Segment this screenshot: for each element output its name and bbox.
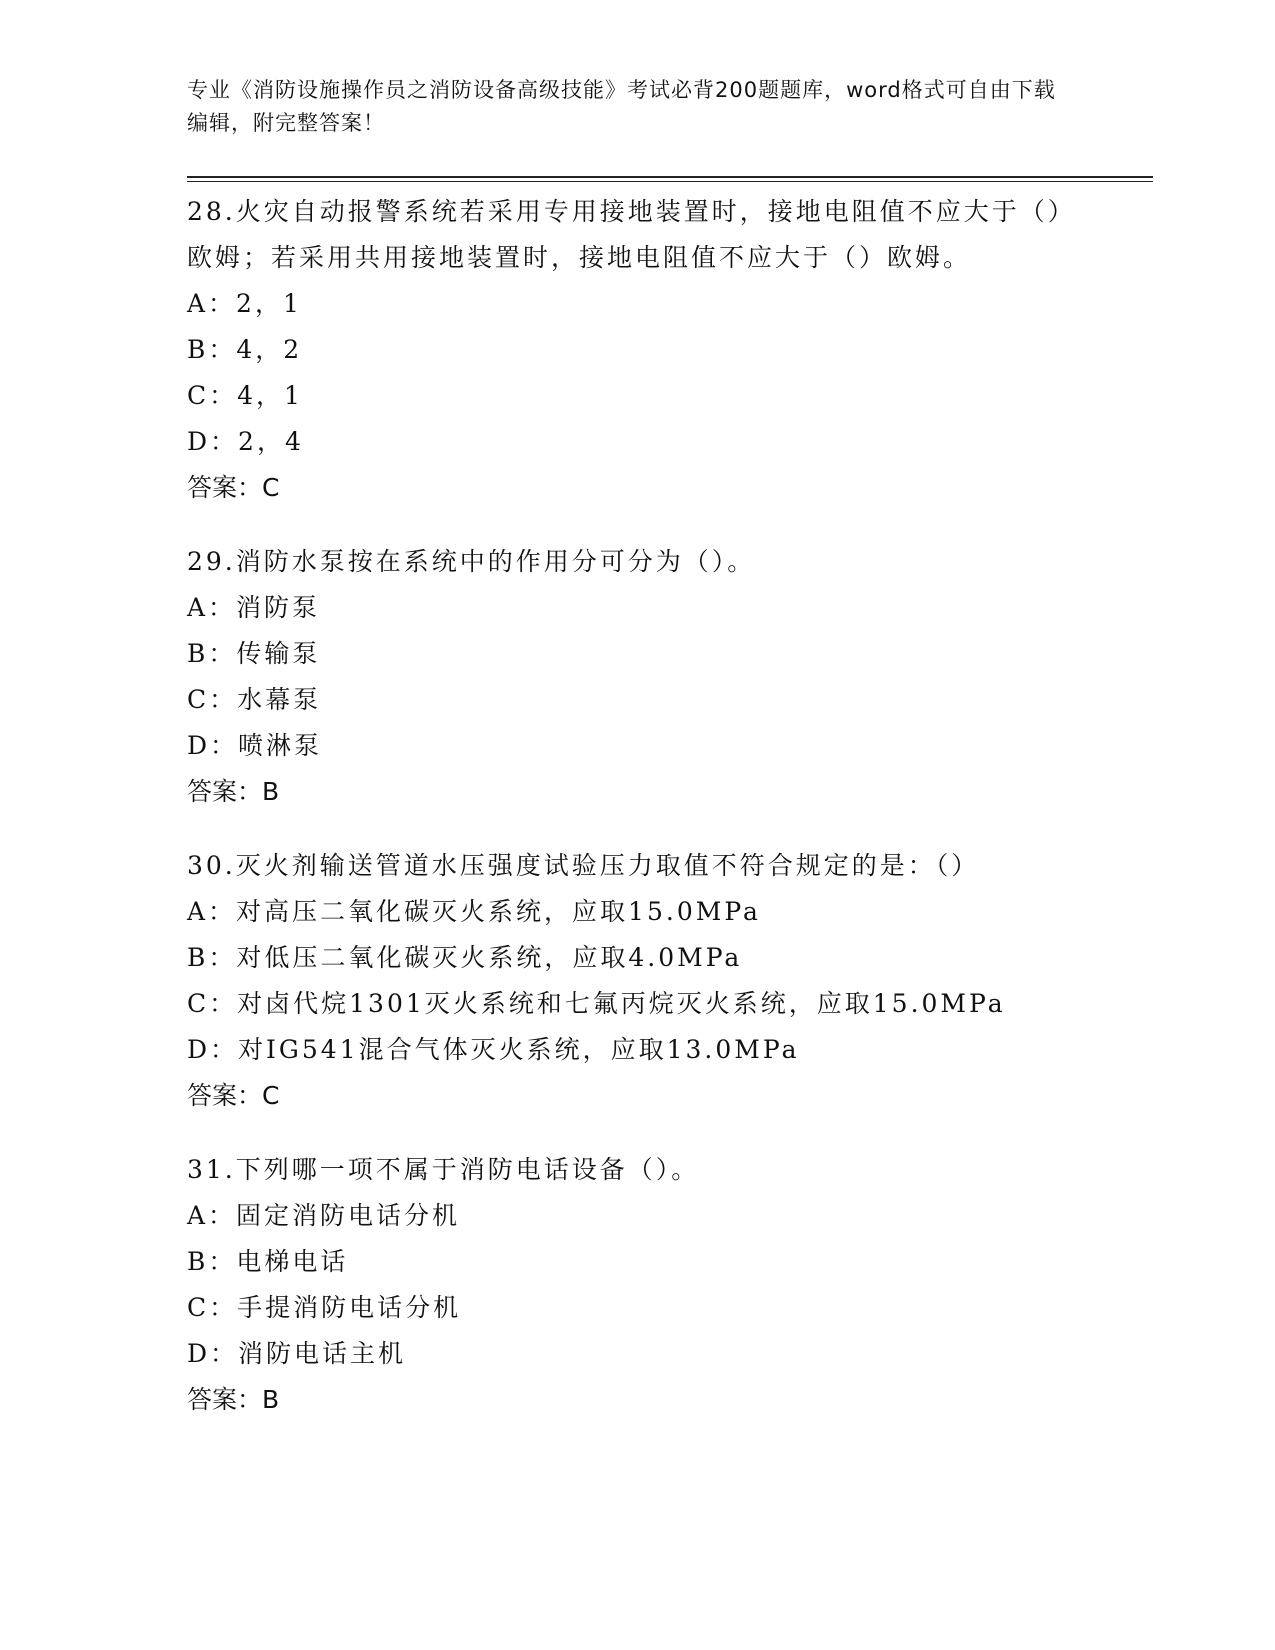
question-stem: 30.灭火剂输送管道水压强度试验压力取值不符合规定的是：（） <box>187 851 980 880</box>
option-d: D：对IG541混合气体灭火系统，应取13.0MPa <box>187 1035 800 1064</box>
option-b: B：4，2 <box>187 335 303 364</box>
question-stem: 28.火灾自动报警系统若采用专用接地装置时，接地电阻值不应大于（）欧姆；若采用共用接地装置时，接地电阻值不应大于（）欧姆。 <box>187 197 1076 272</box>
option-c: C：4，1 <box>187 381 303 410</box>
option-a: A：固定消防电话分机 <box>187 1201 461 1230</box>
question-30 <box>187 843 1107 1119</box>
option-d: D：消防电话主机 <box>187 1339 407 1368</box>
option-a: A：2，1 <box>187 289 302 318</box>
question-29 <box>187 539 1107 815</box>
question-31 <box>187 1147 1107 1423</box>
document-header: 专业《消防设施操作员之消防设备高级技能》考试必背200题题库，word格式可自由下载编辑，附完整答案！ <box>187 78 1056 135</box>
answer-line: 答案：B <box>187 777 280 806</box>
answer-line: 答案：C <box>187 1081 280 1110</box>
option-c: C：手提消防电话分机 <box>187 1293 462 1322</box>
option-d: D：2，4 <box>187 427 304 456</box>
option-b: B：电梯电话 <box>187 1247 349 1276</box>
question-28 <box>187 189 1107 511</box>
question-list <box>187 189 1107 1423</box>
question-stem: 31.下列哪一项不属于消防电话设备（）。 <box>187 1155 700 1184</box>
question-stem: 29.消防水泵按在系统中的作用分可分为（）。 <box>187 547 756 576</box>
option-a: A：消防泵 <box>187 593 321 622</box>
option-d: D：喷淋泵 <box>187 731 323 760</box>
option-b: B：对低压二氧化碳灭火系统，应取4.0MPa <box>187 943 743 972</box>
option-c: C：水幕泵 <box>187 685 322 714</box>
header-divider-bottom <box>187 181 1153 182</box>
header-divider-top <box>187 176 1153 178</box>
option-a: A：对高压二氧化碳灭火系统，应取15.0MPa <box>187 897 761 926</box>
answer-line: 答案：B <box>187 1385 280 1414</box>
answer-line: 答案：C <box>187 473 280 502</box>
option-c: C：对卤代烷1301灭火系统和七氟丙烷灭火系统，应取15.0MPa <box>187 989 1006 1018</box>
option-b: B：传输泵 <box>187 639 321 668</box>
